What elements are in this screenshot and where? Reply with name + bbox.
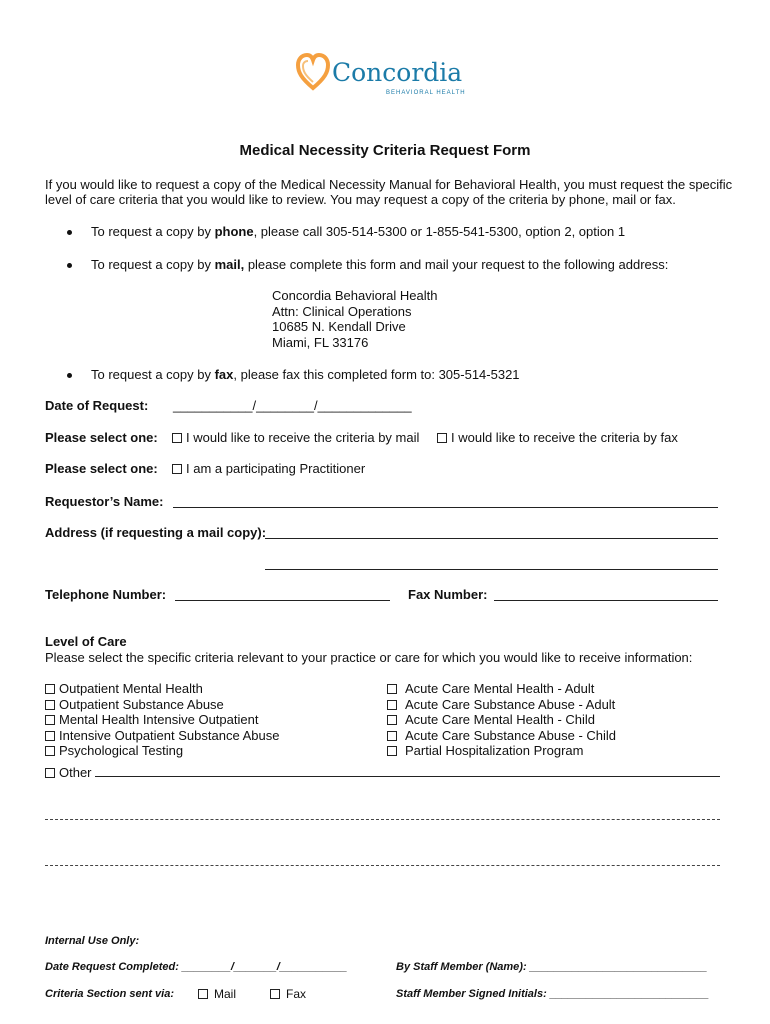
internal-use-heading: Internal Use Only: — [45, 935, 140, 947]
checkbox[interactable] — [387, 684, 397, 694]
phone-instruction: To request a copy by phone, please call 305-514-5300 or 1-855-541-5300, option 2, option 1 — [91, 224, 626, 239]
intro-line-2: level of care criteria that you would like to review. You may request a copy of the criteria by phone, mail or fax. — [45, 192, 676, 207]
level-option[interactable]: Acute Care Mental Health - Child — [387, 712, 616, 728]
checkbox[interactable] — [45, 746, 55, 756]
checkbox-fax[interactable] — [437, 433, 447, 443]
checkbox-mail[interactable] — [172, 433, 182, 443]
address-field-1[interactable] — [265, 527, 718, 539]
checkbox[interactable] — [387, 715, 397, 725]
level-option[interactable]: Outpatient Substance Abuse — [45, 697, 279, 713]
mail-address: Concordia Behavioral Health Attn: Clinical Operations 10685 N. Kendall Drive Miami, FL 33176 — [272, 288, 438, 350]
logo-subtitle: BEHAVIORAL HEALTH — [386, 90, 466, 96]
fax-number-label: Fax Number: — [408, 587, 488, 602]
practitioner-option[interactable]: I am a participating Practitioner — [172, 461, 365, 476]
other-field[interactable] — [95, 765, 720, 777]
checkbox-sent-fax[interactable] — [270, 989, 280, 999]
address-label: Address (if requesting a mail copy): — [45, 525, 267, 540]
level-option[interactable]: Acute Care Substance Abuse - Adult — [387, 697, 616, 713]
staff-name-field[interactable]: By Staff Member (Name): _____________________________ — [396, 961, 708, 973]
divider — [45, 865, 720, 866]
fax-instruction: To request a copy by fax, please fax this completed form to: 305-514-5321 — [91, 367, 520, 382]
date-of-request-field[interactable]: ___________/________/_____________ — [173, 398, 412, 413]
level-option[interactable]: Acute Care Substance Abuse - Child — [387, 728, 616, 744]
level-right-column — [387, 681, 616, 759]
checkbox[interactable] — [45, 684, 55, 694]
level-option[interactable]: Outpatient Mental Health — [45, 681, 279, 697]
bullet-icon — [67, 263, 72, 268]
checkbox-other[interactable] — [45, 768, 55, 778]
mail-option[interactable]: I would like to receive the criteria by mail — [172, 430, 419, 445]
checkbox-practitioner[interactable] — [172, 464, 182, 474]
bullet-icon — [67, 373, 72, 378]
level-left-column — [45, 681, 279, 759]
address-field-2[interactable] — [265, 558, 718, 570]
checkbox[interactable] — [45, 731, 55, 741]
sent-via-label: Criteria Section sent via: — [45, 988, 174, 1000]
requestor-name-field[interactable] — [173, 496, 718, 508]
level-option[interactable]: Psychological Testing — [45, 743, 279, 759]
requestor-name-label: Requestor’s Name: — [45, 494, 164, 509]
level-option[interactable]: Mental Health Intensive Outpatient — [45, 712, 279, 728]
checkbox[interactable] — [387, 700, 397, 710]
level-option[interactable]: Partial Hospitalization Program — [387, 743, 616, 759]
level-of-care-instructions: Please select the specific criteria relevant to your practice or care for which you would like to receive information: — [45, 650, 693, 665]
select-role-label: Please select one: — [45, 461, 158, 476]
telephone-field[interactable] — [175, 589, 390, 601]
bullet-icon — [67, 230, 72, 235]
telephone-label: Telephone Number: — [45, 587, 167, 602]
other-option[interactable]: Other — [45, 765, 720, 780]
divider — [45, 819, 720, 820]
checkbox[interactable] — [387, 746, 397, 756]
level-of-care-heading: Level of Care — [45, 634, 127, 649]
fax-option[interactable]: I would like to receive the criteria by fax — [437, 430, 678, 445]
intro-line-1: If you would like to request a copy of the Medical Necessity Manual for Behavioral Health, you must request the specific — [45, 177, 733, 192]
date-completed-field[interactable]: Date Request Completed: ________/_______/___________ — [45, 961, 348, 973]
page-title: Medical Necessity Criteria Request Form — [239, 142, 531, 159]
sent-via-fax-option[interactable]: Fax — [270, 987, 306, 1001]
select-delivery-label: Please select one: — [45, 430, 158, 445]
date-of-request-label: Date of Request: — [45, 398, 149, 413]
heart-logo-icon — [296, 52, 330, 92]
checkbox[interactable] — [45, 715, 55, 725]
level-option[interactable]: Acute Care Mental Health - Adult — [387, 681, 616, 697]
fax-number-field[interactable] — [494, 589, 718, 601]
checkbox[interactable] — [387, 731, 397, 741]
logo-name: Concordia — [332, 58, 463, 87]
level-option[interactable]: Intensive Outpatient Substance Abuse — [45, 728, 279, 744]
initials-field[interactable]: Staff Member Signed Initials: __________________________ — [396, 988, 709, 1000]
checkbox[interactable] — [45, 700, 55, 710]
sent-via-mail-option[interactable]: Mail — [198, 987, 236, 1001]
mail-instruction: To request a copy by mail, please complete this form and mail your request to the following address: — [91, 257, 669, 272]
checkbox-sent-mail[interactable] — [198, 989, 208, 999]
